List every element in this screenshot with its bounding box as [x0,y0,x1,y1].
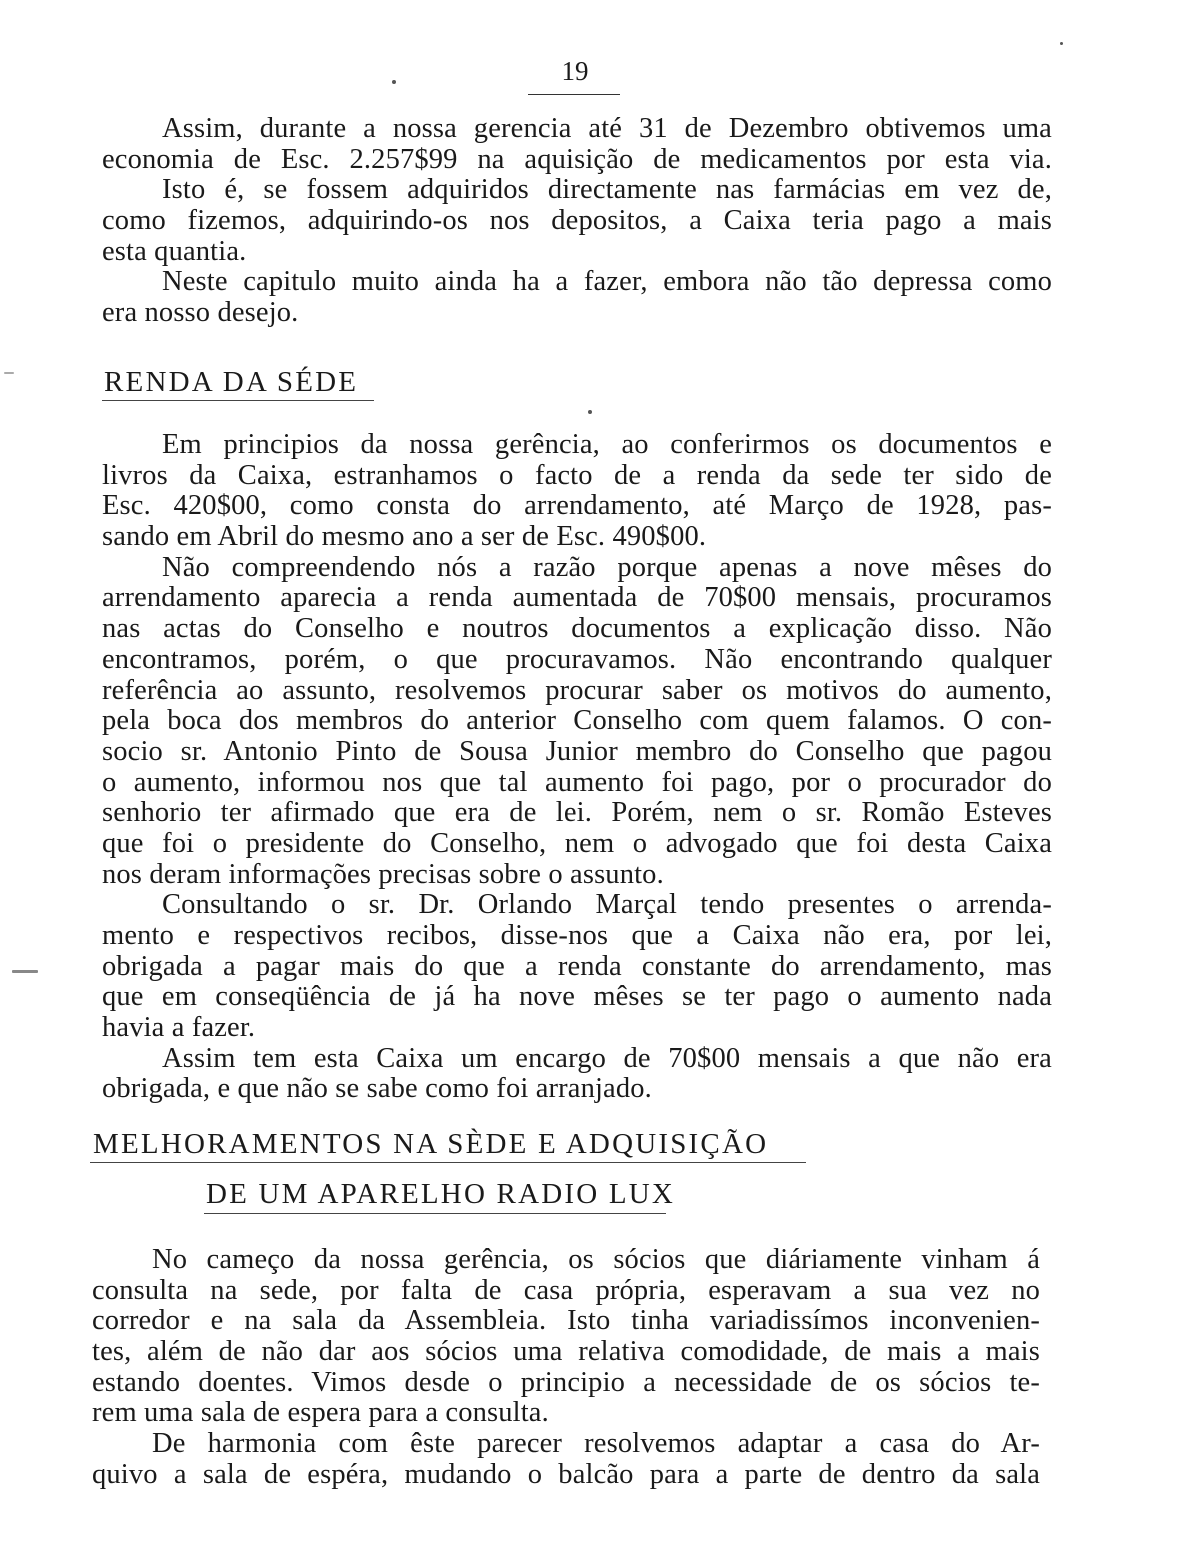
text-line: obrigada, e que não se sabe como foi arranjado. [102,1073,652,1105]
text-line: referência ao assunto, resolvemos procurar saber os motivos do aumento, [102,674,1052,706]
renda-paragraphs [102,430,1052,1105]
text-line: corredor e na sala da Assembleia. Isto tinha variadissímos inconvenien- [92,1305,1040,1337]
text-line: era nosso desejo. [102,297,299,329]
text-line: obrigada a pagar mais do que a renda constante do arrendamento, mas [102,950,1052,982]
text-line: havia a fazer. [102,1012,256,1044]
text-line: tes, além de não dar aos sócios uma relativa comodidade, de mais a mais [92,1336,1040,1368]
text-line: sando em Abril do mesmo ano a ser de Esc. 490$00. [102,521,707,553]
section-heading-melhoramentos: MELHORAMENTOS NA SÈDE E ADQUISIÇÃO [93,1128,769,1160]
text-line: socio sr. Antonio Pinto de Sousa Junior membro do Conselho que pagou [102,735,1052,767]
scan-speck [588,410,592,414]
intro-paragraphs [102,114,1052,329]
section-heading-renda: RENDA DA SÉDE [104,366,359,398]
page-number: 19 [561,56,589,86]
text-line: quivo a sala de espéra, mudando o balcão para a parte de dentro da sala [92,1458,1040,1490]
scan-speck [4,372,14,374]
text-line: esta quantia. [102,235,247,267]
text-line: como fizemos, adquirindo-os nos depositos, a Caixa teria pago a mais [102,205,1052,237]
text-line: mento e respectivos recibos, disse-nos que a Caixa não era, por lei, [102,920,1052,951]
text-line: Assim, durante a nossa gerencia até 31 de Dezembro obtivemos uma [162,113,1052,144]
scan-speck [392,80,396,84]
text-line: que foi o presidente do Conselho, nem o advogado que foi desta Caixa [102,827,1052,859]
text-line: Assim tem esta Caixa um encargo de 70$00 mensais a que não era [162,1042,1052,1074]
text-line: estando doentes. Vimos desde o principio a necessidade de os sócios te- [92,1366,1040,1398]
text-line: Em principios da nossa gerência, ao conferirmos os documentos e [162,429,1052,460]
text-line: livros da Caixa, estranhamos o facto de a renda da sede ter sido de [102,459,1052,491]
text-line: Neste capitulo muito ainda ha a fazer, embora não tão depressa como [162,266,1052,298]
scan-speck [1060,42,1063,45]
text-line: economia de Esc. 2.257$99 na aquisição de medicamentos por esta via. [102,143,1052,175]
text-line: Isto é, se fossem adquiridos directamente nas farmácias em vez de, [162,174,1052,206]
melhoramentos-paragraphs [92,1245,1040,1491]
text-line: Não compreendendo nós a razão porque apenas a nove mêses do [162,551,1052,583]
heading-underline [204,1213,666,1214]
text-line: No cameço da nossa gerência, os sócios que diáriamente vinham á [152,1244,1040,1275]
section-heading-radio-lux: DE UM APARELHO RADIO LUX [206,1178,676,1210]
text-line: consulta na sede, por falta de casa própria, esperavam a sua vez no [92,1274,1040,1306]
heading-underline [90,1162,806,1163]
heading-underline [102,400,374,401]
text-line: nas actas do Conselho e noutros documentos a explicação disso. Não [102,613,1052,645]
page-number-rule [528,94,620,95]
text-line: senhorio ter afirmado que era de lei. Porém, nem o sr. Romão Esteves [102,797,1052,829]
scan-speck [12,970,38,973]
text-line: arrendamento aparecia a renda aumentada de 70$00 mensais, procuramos [102,582,1052,614]
text-line: Consultando o sr. Dr. Orlando Marçal tendo presentes o arrenda- [162,889,1052,921]
text-line: nos deram informações precisas sobre o assunto. [102,858,664,890]
text-line: encontramos, porém, o que procuravamos. Não encontrando qualquer [102,643,1052,675]
text-line: pela boca dos membros do anterior Conselho com quem falamos. O con- [102,705,1052,737]
text-line: o aumento, informou nos que tal aumento foi pago, por o procurador do [102,766,1052,798]
text-line: rem uma sala de espera para a consulta. [92,1397,549,1429]
text-line: Esc. 420$00, como consta do arrendamento, até Março de 1928, pas- [102,490,1052,522]
text-line: que em conseqüência de já ha nove mêses se ter pago o aumento nada [102,981,1052,1013]
text-line: De harmonia com êste parecer resolvemos adaptar a casa do Ar- [152,1428,1040,1460]
